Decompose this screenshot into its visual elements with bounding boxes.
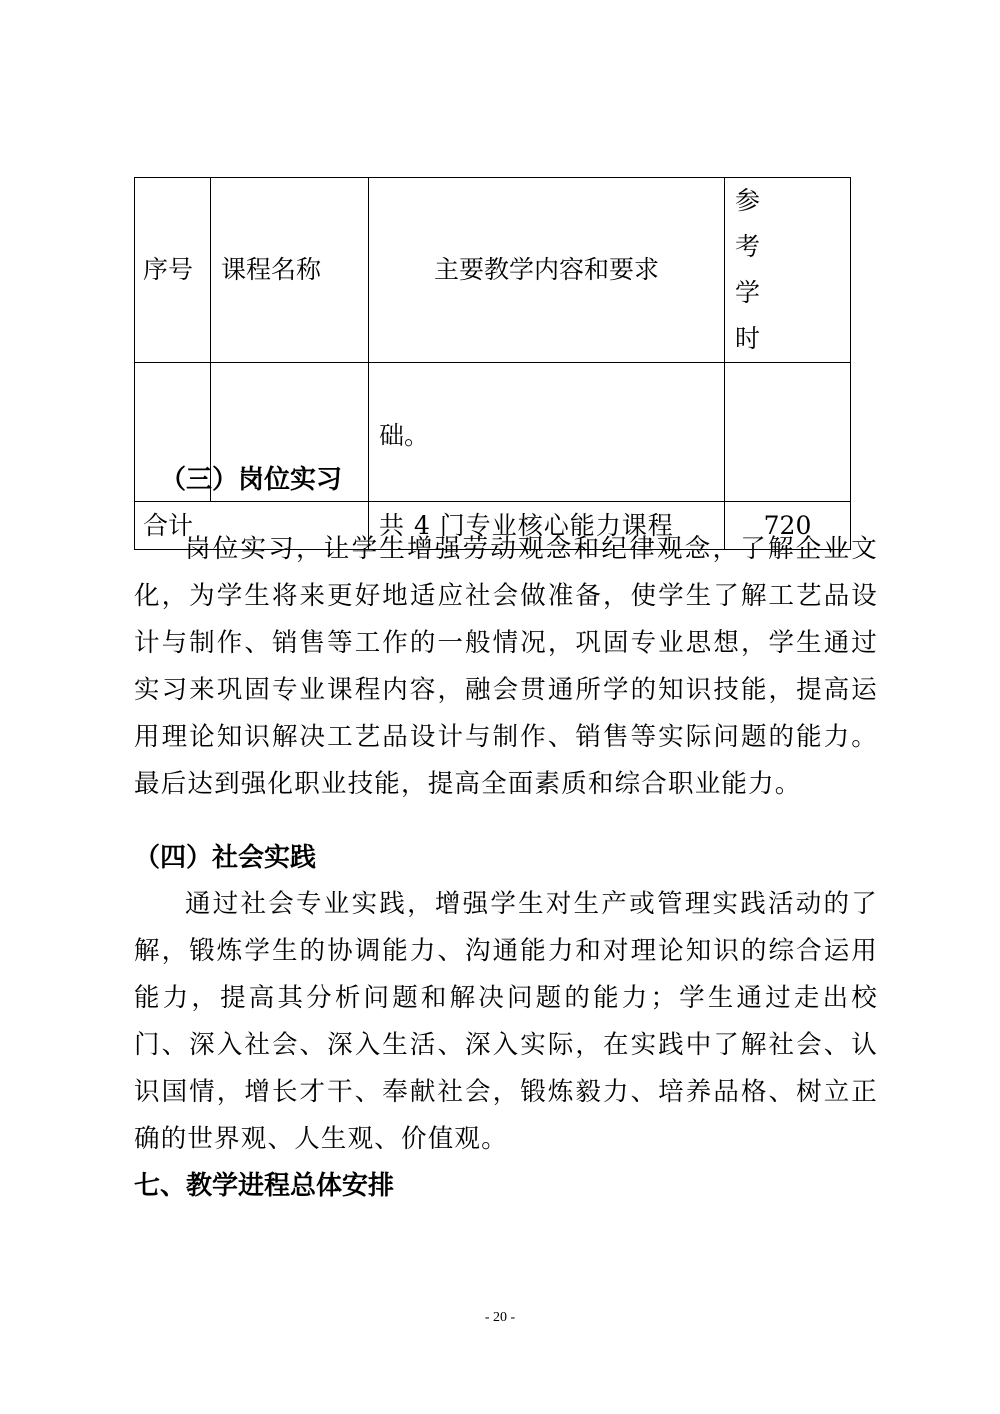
total-hours: 720	[725, 502, 851, 550]
section-schedule-title: 七、教学进程总体安排	[134, 1171, 395, 1201]
section-practice-title: （四）社会实践	[134, 843, 317, 873]
section-internship-body: 岗位实习，让学生增强劳动观念和纪律观念，了解企业文化，为学生将来更好地适应社会做准备，使学生了解工艺品设计与制作、销售等工作的一般情况，巩固专业思想，学生通过实习来巩固专业课程内容，融会贯通所学的知识技能，提高运用理论知识解决工艺品设计与制作、销售等实际问题的能力。最后达到强化职业技能，提高全面素质和综合职业能力。	[134, 534, 878, 799]
cell-content: 础。	[369, 363, 725, 502]
section-practice-body: 通过社会专业实践，增强学生对生产或管理实践活动的了解，锻炼学生的协调能力、沟通能力和对理论知识的综合运用能力，提高其分析问题和解决问题的能力；学生通过走出校门、深入社会、深入生活、深入实际，在实践中了解社会、认识国情，增长才干、奉献社会，锻炼毅力、培养品格、树立正确的世界观、人生观、价值观。	[134, 889, 878, 1154]
table-header-row	[135, 178, 851, 363]
section-internship-title: （三）岗位实习	[160, 465, 343, 495]
total-label: 合计	[135, 502, 369, 550]
header-hours-line2: 时	[735, 324, 761, 353]
cell-hours	[725, 363, 851, 502]
header-index: 序号	[135, 178, 211, 363]
header-course-name: 课程名称	[211, 178, 369, 363]
header-content: 主要教学内容和要求	[369, 178, 725, 363]
header-hours-line1: 参 考 学	[735, 186, 781, 307]
total-content: 共 4 门专业核心能力课程	[369, 502, 725, 550]
header-hours	[725, 178, 851, 363]
page-number: - 20 -	[484, 1310, 516, 1325]
